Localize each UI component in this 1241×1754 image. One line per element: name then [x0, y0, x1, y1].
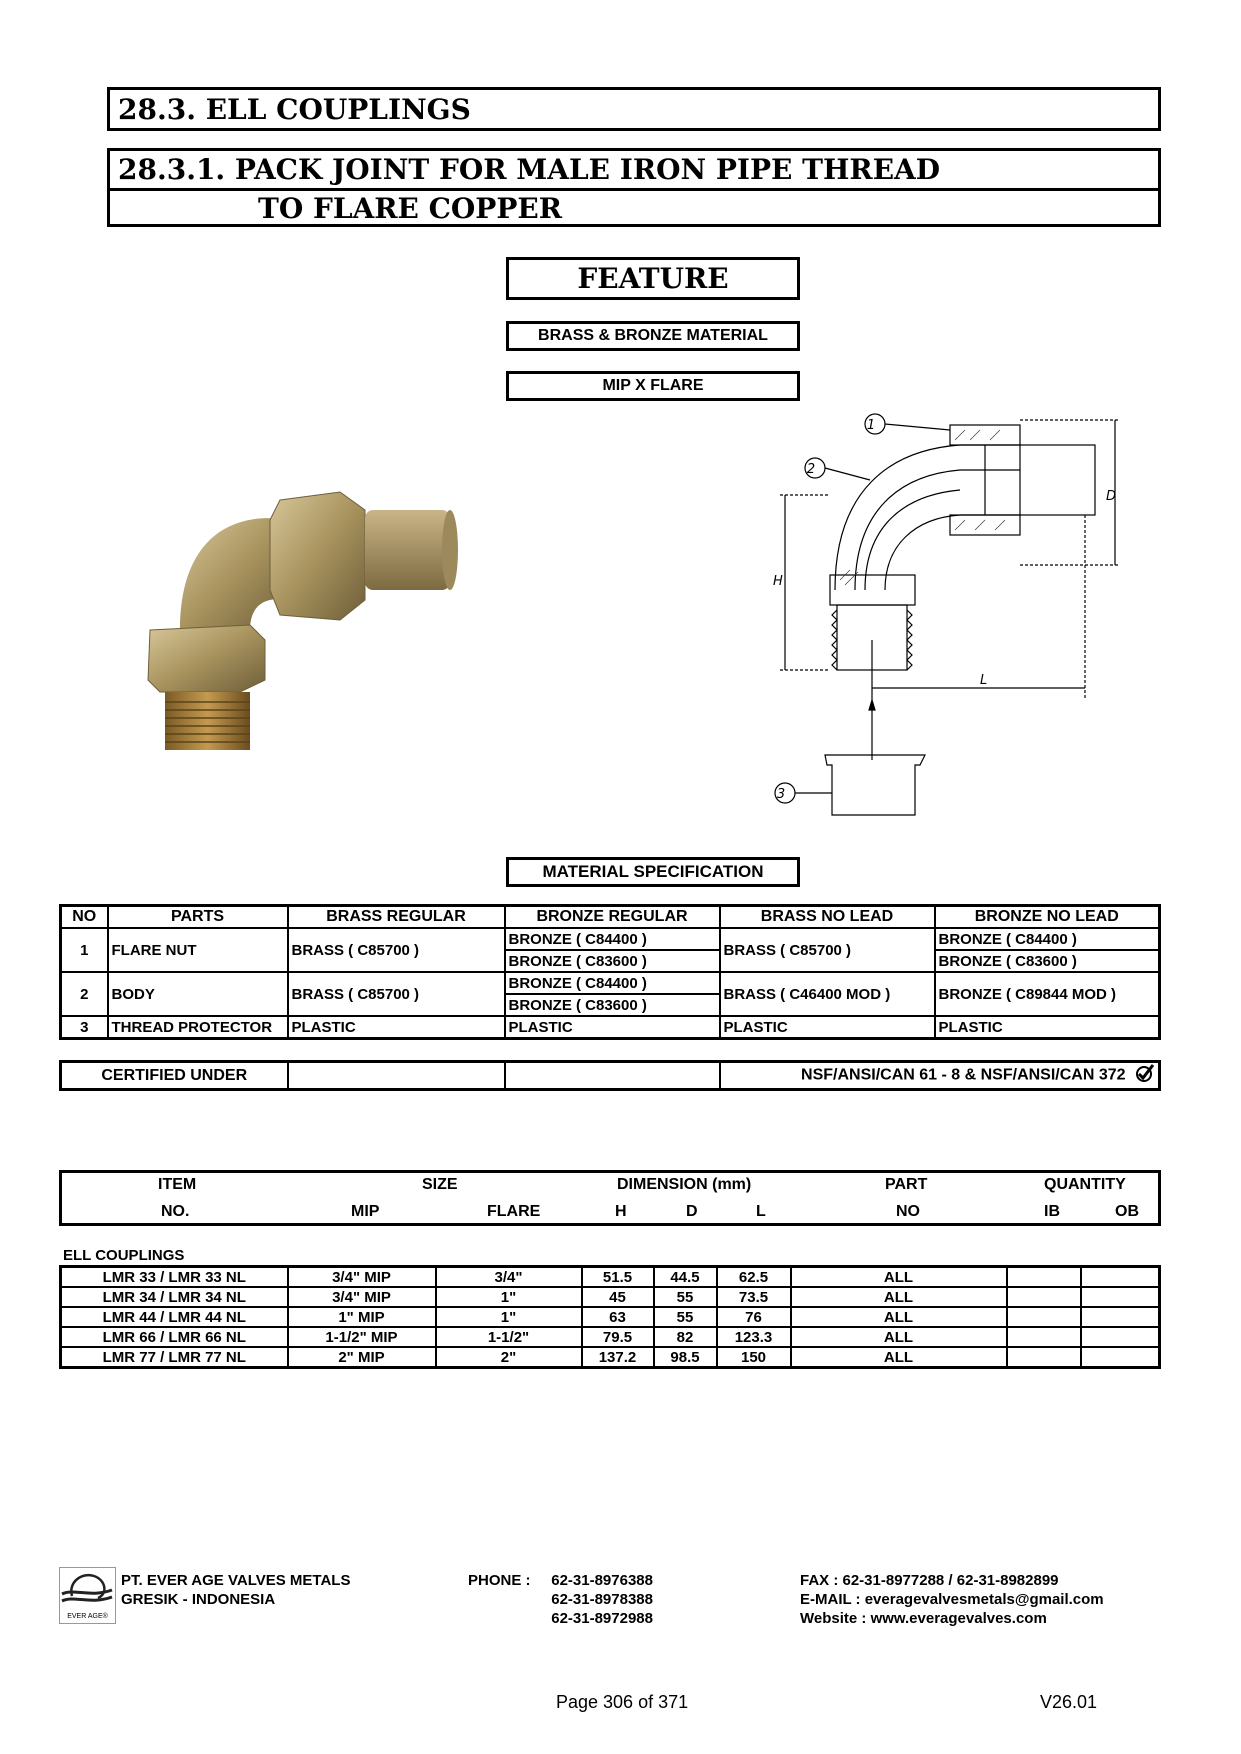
mat-head-bronze-no-lead: BRONZE NO LEAD	[935, 906, 1160, 929]
mat-row1-no: 1	[61, 928, 108, 972]
mat-row3-no: 3	[61, 1016, 108, 1039]
phone-2: 62-31-8978388	[551, 1591, 653, 1608]
dim-label-l: L	[980, 673, 988, 688]
mat-head-brass-no-lead: BRASS NO LEAD	[720, 906, 935, 929]
item-mip: 1-1/2" MIP	[288, 1327, 436, 1347]
item-part: ALL	[791, 1287, 1007, 1307]
callout-2: 2	[806, 462, 816, 477]
version: V26.01	[1040, 1692, 1098, 1712]
mat-row1-bronze-regular-b: BRONZE ( C83600 )	[505, 950, 720, 972]
table-row	[61, 1267, 1160, 1288]
mat-row3-brass-no-lead: PLASTIC	[720, 1016, 935, 1039]
item-no: LMR 44 / LMR 44 NL	[61, 1307, 288, 1327]
item-ob	[1081, 1267, 1160, 1288]
item-no: LMR 66 / LMR 66 NL	[61, 1327, 288, 1347]
item-d: 55	[654, 1307, 717, 1327]
item-l: 150	[717, 1347, 791, 1368]
mat-head-brass-regular: BRASS REGULAR	[288, 906, 505, 929]
item-ib	[1007, 1307, 1081, 1327]
item-l: 123.3	[717, 1327, 791, 1347]
email: E-MAIL : everagevalvesmetals@gmail.com	[800, 1591, 1104, 1608]
items-head-part-no: NO	[896, 1203, 920, 1220]
material-spec-title: MATERIAL SPECIFICATION	[506, 857, 800, 887]
certified-label: CERTIFIED UNDER	[61, 1062, 288, 1090]
table-row	[61, 1347, 1160, 1368]
mat-row1-bronze-regular-a: BRONZE ( C84400 )	[505, 928, 720, 950]
items-head-size: SIZE	[422, 1176, 458, 1193]
website: Website : www.everagevalves.com	[800, 1610, 1047, 1627]
subsection-title-line2: TO FLARE COPPER	[258, 192, 563, 225]
mat-row2-no: 2	[61, 972, 108, 1016]
item-ib	[1007, 1287, 1081, 1307]
mat-row1-bronze-no-lead-a: BRONZE ( C84400 )	[935, 928, 1160, 950]
mat-row1-bronze-no-lead-b: BRONZE ( C83600 )	[935, 950, 1160, 972]
logo-text: EVER AGE®	[67, 1613, 108, 1620]
fax: FAX : 62-31-8977288 / 62-31-8982899	[800, 1572, 1059, 1589]
company-name: PT. EVER AGE VALVES METALS	[121, 1572, 351, 1589]
phone-label: PHONE :	[468, 1572, 531, 1589]
item-part: ALL	[791, 1327, 1007, 1347]
items-head-l: L	[756, 1203, 766, 1220]
items-group-label: ELL COUPLINGS	[63, 1247, 185, 1264]
subsection-title-line1: 28.3.1. PACK JOINT FOR MALE IRON PIPE THREAD	[110, 151, 1158, 191]
mat-row3-part: THREAD PROTECTOR	[108, 1016, 288, 1039]
item-flare: 1-1/2"	[436, 1327, 582, 1347]
item-flare: 2"	[436, 1347, 582, 1368]
item-h: 79.5	[582, 1327, 654, 1347]
item-ib	[1007, 1347, 1081, 1368]
section-title: 28.3. ELL COUPLINGS	[107, 87, 1161, 131]
item-part: ALL	[791, 1267, 1007, 1288]
mat-row1-part: FLARE NUT	[108, 928, 288, 972]
item-h: 45	[582, 1287, 654, 1307]
mat-row2-bronze-regular-a: BRONZE ( C84400 )	[505, 972, 720, 994]
feature-title: FEATURE	[506, 257, 800, 300]
item-mip: 1" MIP	[288, 1307, 436, 1327]
mat-row3-bronze-no-lead: PLASTIC	[935, 1016, 1160, 1039]
mat-row2-brass-regular: BRASS ( C85700 )	[288, 972, 505, 1016]
mat-row2-brass-no-lead: BRASS ( C46400 MOD )	[720, 972, 935, 1016]
items-head-quantity: QUANTITY	[1044, 1176, 1126, 1193]
certified-table	[59, 1060, 1161, 1091]
item-ib	[1007, 1327, 1081, 1347]
item-h: 51.5	[582, 1267, 654, 1288]
technical-drawing	[770, 410, 1130, 830]
item-h: 63	[582, 1307, 654, 1327]
item-ob	[1081, 1307, 1160, 1327]
item-ob	[1081, 1327, 1160, 1347]
item-l: 73.5	[717, 1287, 791, 1307]
items-head-flare: FLARE	[487, 1203, 541, 1220]
item-flare: 1"	[436, 1287, 582, 1307]
material-table	[59, 904, 1161, 1040]
mat-row2-bronze-no-lead: BRONZE ( C89844 MOD )	[935, 972, 1160, 1016]
item-flare: 1"	[436, 1307, 582, 1327]
item-d: 82	[654, 1327, 717, 1347]
items-head-item: ITEM	[158, 1176, 197, 1193]
items-head-ib: IB	[1044, 1203, 1060, 1220]
item-l: 76	[717, 1307, 791, 1327]
item-mip: 3/4" MIP	[288, 1287, 436, 1307]
mat-row1-brass-regular: BRASS ( C85700 )	[288, 928, 505, 972]
items-head-d: D	[686, 1203, 698, 1220]
feature-tag-material: BRASS & BRONZE MATERIAL	[506, 321, 800, 351]
items-table	[59, 1265, 1161, 1369]
ever-age-logo-icon	[60, 1568, 115, 1610]
item-h: 137.2	[582, 1347, 654, 1368]
item-ib	[1007, 1267, 1081, 1288]
item-flare: 3/4"	[436, 1267, 582, 1288]
mat-row3-brass-regular: PLASTIC	[288, 1016, 505, 1039]
subsection-title	[107, 148, 1161, 227]
callout-3: 3	[776, 787, 786, 802]
mat-row1-brass-no-lead: BRASS ( C85700 )	[720, 928, 935, 972]
items-head-part: PART	[885, 1176, 928, 1193]
items-head-no: NO.	[161, 1203, 190, 1220]
item-no: LMR 34 / LMR 34 NL	[61, 1287, 288, 1307]
phone-1: 62-31-8976388	[551, 1572, 653, 1589]
items-head-h: H	[615, 1203, 627, 1220]
feature-tag-connection: MIP X FLARE	[506, 371, 800, 401]
items-header	[59, 1170, 1161, 1226]
item-ob	[1081, 1287, 1160, 1307]
dim-label-h: H	[773, 574, 783, 589]
item-ob	[1081, 1347, 1160, 1368]
mat-row2-bronze-regular-b: BRONZE ( C83600 )	[505, 994, 720, 1016]
certified-value: NSF/ANSI/CAN 61 - 8 & NSF/ANSI/CAN 372	[801, 1066, 1126, 1084]
company-city: GRESIK - INDONESIA	[121, 1591, 276, 1608]
mat-head-parts: PARTS	[108, 906, 288, 929]
mat-row2-part: BODY	[108, 972, 288, 1016]
company-logo	[59, 1567, 116, 1624]
item-d: 55	[654, 1287, 717, 1307]
mat-row3-bronze-regular: PLASTIC	[505, 1016, 720, 1039]
product-photo	[140, 480, 460, 750]
item-part: ALL	[791, 1347, 1007, 1368]
item-l: 62.5	[717, 1267, 791, 1288]
items-head-dimension: DIMENSION (mm)	[617, 1176, 752, 1193]
item-mip: 3/4" MIP	[288, 1267, 436, 1288]
item-part: ALL	[791, 1307, 1007, 1327]
item-d: 98.5	[654, 1347, 717, 1368]
item-mip: 2" MIP	[288, 1347, 436, 1368]
callout-1: 1	[866, 418, 876, 433]
table-row	[61, 1287, 1160, 1307]
items-head-mip: MIP	[351, 1203, 380, 1220]
mat-head-no: NO	[61, 906, 108, 929]
table-row	[61, 1307, 1160, 1327]
items-head-ob: OB	[1115, 1203, 1139, 1220]
page-number: Page 306 of 371	[556, 1692, 689, 1712]
phone-3: 62-31-8972988	[551, 1610, 653, 1627]
item-no: LMR 33 / LMR 33 NL	[61, 1267, 288, 1288]
table-row	[61, 1327, 1160, 1347]
item-no: LMR 77 / LMR 77 NL	[61, 1347, 288, 1368]
dim-label-d: D	[1106, 489, 1117, 504]
check-badge-icon	[1134, 1063, 1154, 1088]
item-d: 44.5	[654, 1267, 717, 1288]
mat-head-bronze-regular: BRONZE REGULAR	[505, 906, 720, 929]
